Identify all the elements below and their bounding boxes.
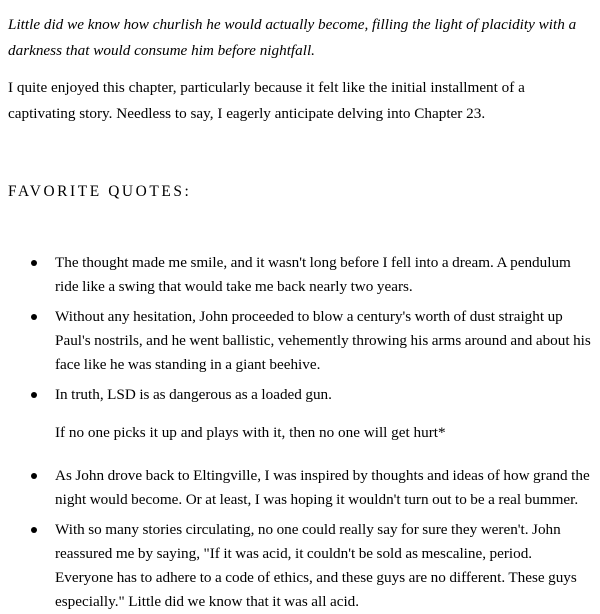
quote-item — [8, 383, 592, 407]
bullet-icon — [31, 473, 37, 479]
bullet-icon — [31, 314, 37, 320]
quotes-list-2 — [8, 464, 592, 614]
quote-item — [8, 464, 592, 512]
quote-text: In truth, LSD is as dangerous as a loaded gun. — [55, 386, 332, 403]
bullet-icon — [31, 527, 37, 533]
bullet-icon — [31, 260, 37, 266]
intro-italic-text: Little did we know how churlish he would actually become, filling the light of placidity with a darkness that would consume him before nightfall. — [8, 16, 577, 59]
quote-item — [8, 251, 592, 299]
quote-item — [8, 305, 592, 377]
quote-continuation: If no one picks it up and plays with it, then no one will get hurt* — [55, 424, 446, 441]
quotes-list-1 — [8, 251, 592, 407]
chapter-reflection-paragraph: I quite enjoyed this chapter, particularly because it felt like the initial installment of a captivating story. Needless to say, I eagerly anticipate delving into Chapter 23. — [8, 79, 525, 122]
quote-item — [8, 518, 592, 614]
quote-text: The thought made me smile, and it wasn't long before I fell into a dream. A pendulum ride like a swing that would take me back nearly two years. — [55, 254, 571, 295]
quote-text: As John drove back to Eltingville, I was inspired by thoughts and ideas of how grand the night would become. Or at least, I was hoping it wouldn't turn out to be a real bummer. — [55, 467, 590, 508]
quote-text: With so many stories circulating, no one could really say for sure they weren't. John reassured me by saying, "If it was acid, it couldn't be sold as mescaline, period. Everyone has to adhere to a code of ethics, and these guys are no different. These guys especially." Little did we know that it was all acid. — [55, 521, 577, 610]
favorite-quotes-heading: FAVORITE QUOTES: — [8, 183, 192, 200]
quote-text: Without any hesitation, John proceeded to blow a century's worth of dust straight up Paul's nostrils, and he went ballistic, vehemently throwing his arms around and about his face like he was standing in a giant beehive. — [55, 308, 591, 373]
bullet-icon — [31, 392, 37, 398]
